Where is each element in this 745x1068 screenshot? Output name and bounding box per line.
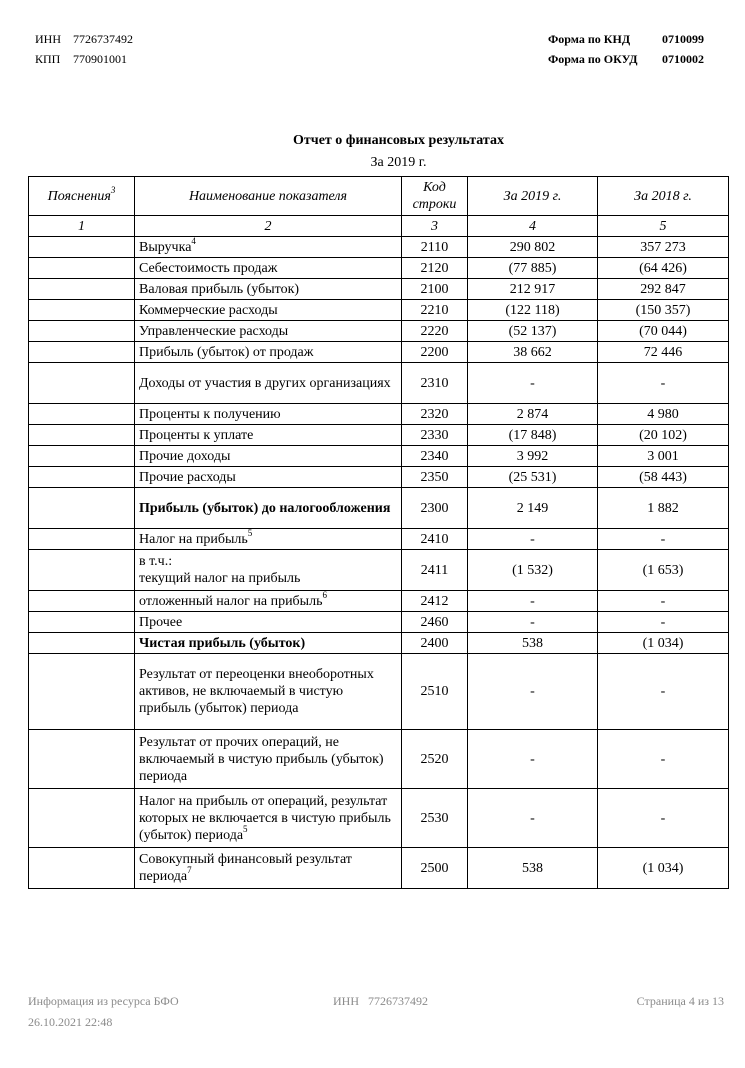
kpp-label: КПП: [35, 52, 61, 66]
row-code: 2350: [402, 467, 468, 488]
table-row: [29, 488, 729, 529]
row-value-2019: 290 802: [468, 237, 598, 258]
table-row: [29, 300, 729, 321]
header-2019: За 2019 г.: [468, 177, 598, 216]
row-name: Доходы от участия в других организациях: [135, 363, 402, 404]
row-notes: [29, 633, 135, 654]
row-value-2019: -: [468, 529, 598, 550]
column-number-row: [29, 216, 729, 237]
row-notes: [29, 342, 135, 363]
colnum: 4: [468, 216, 598, 237]
knd-value: 0710099: [662, 32, 704, 46]
row-value-2018: -: [598, 789, 729, 848]
row-value-2018: (64 426): [598, 258, 729, 279]
table-row: [29, 789, 729, 848]
row-value-2019: (25 531): [468, 467, 598, 488]
table-row: [29, 633, 729, 654]
kpp-value: 770901001: [73, 52, 127, 66]
table-row: [29, 279, 729, 300]
row-code: 2330: [402, 425, 468, 446]
row-notes: [29, 258, 135, 279]
table-row: [29, 550, 729, 591]
row-name: Прибыль (убыток) до налогообложения: [135, 488, 402, 529]
row-notes: [29, 488, 135, 529]
row-value-2019: 38 662: [468, 342, 598, 363]
row-name: Выручка$^4$: [135, 237, 402, 258]
table-row: [29, 321, 729, 342]
row-notes: [29, 300, 135, 321]
row-value-2019: 538: [468, 848, 598, 889]
table-row: [29, 342, 729, 363]
row-value-2018: 72 446: [598, 342, 729, 363]
row-value-2018: -: [598, 654, 729, 730]
row-value-2019: -: [468, 730, 598, 789]
table-row: [29, 446, 729, 467]
row-code: 2100: [402, 279, 468, 300]
row-notes: [29, 404, 135, 425]
table-row: [29, 467, 729, 488]
row-notes: [29, 654, 135, 730]
row-value-2018: (20 102): [598, 425, 729, 446]
table-row: [29, 848, 729, 889]
knd-label: Форма по КНД: [548, 32, 631, 46]
row-value-2018: 292 847: [598, 279, 729, 300]
inn-value: 7726737492: [73, 32, 133, 46]
row-name: Себестоимость продаж: [135, 258, 402, 279]
report-period: За 2019 г.: [370, 155, 427, 170]
row-code: 2510: [402, 654, 468, 730]
header-name: Наименование показателя: [135, 177, 402, 216]
inn-line: [35, 29, 133, 49]
colnum: 1: [29, 216, 135, 237]
row-value-2018: 4 980: [598, 404, 729, 425]
row-value-2018: (70 044): [598, 321, 729, 342]
row-code: 2210: [402, 300, 468, 321]
header-right: [548, 29, 704, 69]
row-name: Налог на прибыль$^5$: [135, 529, 402, 550]
row-code: 2310: [402, 363, 468, 404]
row-name: Результат от прочих операций, не включаемый в чистую прибыль (убыток) периода: [135, 730, 402, 789]
table-row: [29, 363, 729, 404]
row-name: Проценты к уплате: [135, 425, 402, 446]
okud-label: Форма по ОКУД: [548, 52, 638, 66]
table-row: [29, 425, 729, 446]
table-row: [29, 730, 729, 789]
table-row: [29, 654, 729, 730]
header-left: [35, 29, 133, 69]
table-row: [29, 591, 729, 612]
table-row: [29, 529, 729, 550]
row-code: 2410: [402, 529, 468, 550]
row-value-2018: -: [598, 529, 729, 550]
report-title: Отчет о финансовых результатах: [293, 133, 504, 148]
row-value-2019: 538: [468, 633, 598, 654]
row-value-2018: -: [598, 612, 729, 633]
row-name: Прочие расходы: [135, 467, 402, 488]
row-code: 2200: [402, 342, 468, 363]
row-code: 2220: [402, 321, 468, 342]
row-value-2019: -: [468, 654, 598, 730]
okud-value: 0710002: [662, 52, 704, 66]
header-code: Код строки: [402, 177, 468, 216]
row-name: Прочие доходы: [135, 446, 402, 467]
footer-inn: ИНН 7726737492: [333, 994, 428, 1008]
colnum: 2: [135, 216, 402, 237]
row-name: Прибыль (убыток) от продаж: [135, 342, 402, 363]
row-name: в т.ч.: текущий налог на прибыль: [135, 550, 402, 591]
financial-results-table: [28, 176, 729, 889]
row-value-2019: (1 532): [468, 550, 598, 591]
header-2018: За 2018 г.: [598, 177, 729, 216]
row-value-2019: -: [468, 789, 598, 848]
row-value-2019: 2 874: [468, 404, 598, 425]
row-notes: [29, 789, 135, 848]
row-value-2018: 1 882: [598, 488, 729, 529]
okud-line: [548, 49, 704, 69]
row-name: Результат от переоценки внеоборотных активов, не включаемый в чистую прибыль (убыток) периода: [135, 654, 402, 730]
kpp-line: [35, 49, 133, 69]
row-name: Управленческие расходы: [135, 321, 402, 342]
row-value-2018: (58 443): [598, 467, 729, 488]
footer-source: Информация из ресурса БФО: [28, 994, 179, 1008]
row-notes: [29, 591, 135, 612]
row-code: 2340: [402, 446, 468, 467]
row-code: 2500: [402, 848, 468, 889]
row-notes: [29, 321, 135, 342]
table-header-row: [29, 177, 729, 216]
row-notes: [29, 612, 135, 633]
row-name: Проценты к получению: [135, 404, 402, 425]
row-notes: [29, 425, 135, 446]
table-row: [29, 258, 729, 279]
row-value-2019: -: [468, 363, 598, 404]
row-value-2018: (1 034): [598, 633, 729, 654]
row-name: Прочее: [135, 612, 402, 633]
row-value-2019: (122 118): [468, 300, 598, 321]
row-value-2019: 212 917: [468, 279, 598, 300]
row-value-2018: (150 357): [598, 300, 729, 321]
row-code: 2400: [402, 633, 468, 654]
row-code: 2320: [402, 404, 468, 425]
footer-datetime: 26.10.2021 22:48: [28, 1015, 113, 1029]
row-notes: [29, 529, 135, 550]
row-name: Коммерческие расходы: [135, 300, 402, 321]
header-notes: Пояснения$^3$: [29, 177, 135, 216]
row-value-2018: (1 034): [598, 848, 729, 889]
footer-page: Страница 4 из 13: [636, 994, 724, 1008]
knd-line: [548, 29, 704, 49]
row-notes: [29, 467, 135, 488]
row-name: отложенный налог на прибыль$^6$: [135, 591, 402, 612]
row-notes: [29, 446, 135, 467]
row-value-2018: -: [598, 363, 729, 404]
colnum: 3: [402, 216, 468, 237]
table-row: [29, 404, 729, 425]
row-value-2018: 3 001: [598, 446, 729, 467]
row-value-2019: (77 885): [468, 258, 598, 279]
inn-label: ИНН: [35, 32, 61, 46]
row-notes: [29, 279, 135, 300]
row-code: 2460: [402, 612, 468, 633]
table-row: [29, 612, 729, 633]
row-value-2019: 2 149: [468, 488, 598, 529]
row-value-2019: 3 992: [468, 446, 598, 467]
row-code: 2110: [402, 237, 468, 258]
row-name: Валовая прибыль (убыток): [135, 279, 402, 300]
row-notes: [29, 730, 135, 789]
row-code: 2412: [402, 591, 468, 612]
row-code: 2120: [402, 258, 468, 279]
row-notes: [29, 550, 135, 591]
row-value-2018: -: [598, 591, 729, 612]
row-notes: [29, 848, 135, 889]
row-value-2019: -: [468, 612, 598, 633]
row-value-2018: 357 273: [598, 237, 729, 258]
row-value-2019: (52 137): [468, 321, 598, 342]
row-value-2018: (1 653): [598, 550, 729, 591]
table-row: [29, 237, 729, 258]
row-name: Чистая прибыль (убыток): [135, 633, 402, 654]
row-code: 2300: [402, 488, 468, 529]
row-value-2019: -: [468, 591, 598, 612]
row-code: 2530: [402, 789, 468, 848]
row-notes: [29, 237, 135, 258]
colnum: 5: [598, 216, 729, 237]
row-value-2018: -: [598, 730, 729, 789]
row-name: Совокупный финансовый результат периода$^7$: [135, 848, 402, 889]
row-code: 2411: [402, 550, 468, 591]
row-name: Налог на прибыль от операций, результат которых не включается в чистую прибыль (убыток) периода$^5$: [135, 789, 402, 848]
row-code: 2520: [402, 730, 468, 789]
row-notes: [29, 363, 135, 404]
row-value-2019: (17 848): [468, 425, 598, 446]
